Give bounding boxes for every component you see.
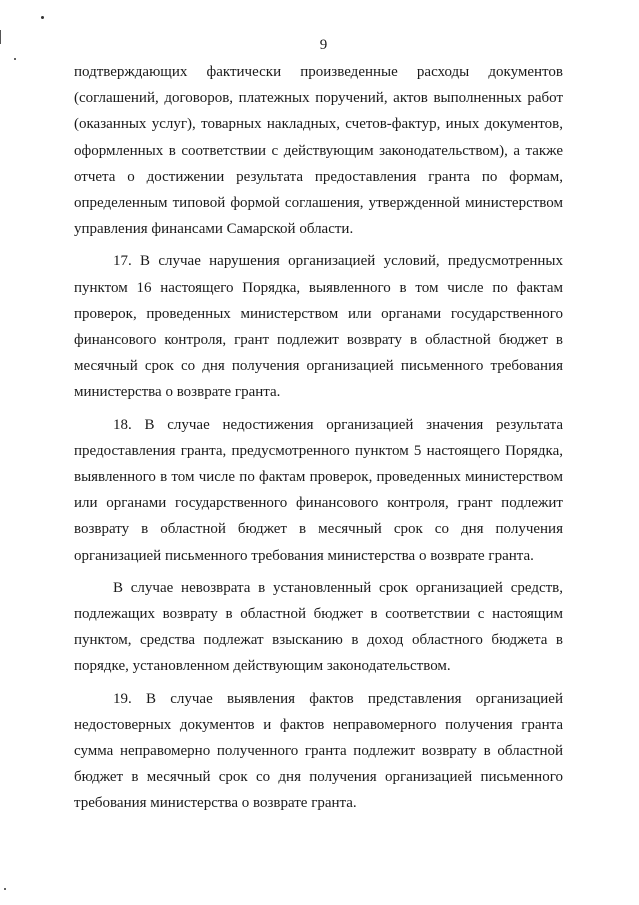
page-number: 9 — [319, 37, 328, 53]
paragraph-continuation: подтверждающих фактически произведенные расходы документов (соглашений, договоров, платежных поручений, актов выполненных работ (оказанных услуг), товарных накладных, счетов-фактур, иных документов, оформленных в соответствии с действующим законодательством), а также отчета о достижении результата предоставления гранта по формам, определенным типовой формой соглашения, утвержденной министерством управления финансами Самарской области. — [74, 64, 563, 238]
paragraph-item-18: 18. В случае недостижения организацией значения результата предоставления гранта, предусмотренного пунктом 5 настоящего Порядка, выявленного в том числе по фактам проверок, проведенных министерством или органами государственного финансового контроля, грант подлежит возврату в областной бюджет в месячный срок со дня получения организацией письменного требования министерства о возврате гранта. — [74, 416, 563, 564]
paragraph-item-19: 19. В случае выявления фактов представления организацией недостоверных документов и фактов неправомерного получения гранта сумма неправомерно полученного гранта подлежит возврату в областной бюджет в месячный срок со дня получения организацией письменного требования министерства о возврате гранта. — [74, 690, 563, 812]
scan-speck — [14, 58, 16, 60]
document-body — [74, 59, 563, 823]
scan-speck — [41, 16, 44, 19]
paragraph-item-18-part-2: В случае невозврата в установленный срок организацией средств, подлежащих возврату в областной бюджет в соответствии с настоящим пунктом, средства подлежат взысканию в доход областного бюджета в порядке, установленном действующим законодательством. — [74, 579, 563, 675]
scan-edge-mark — [0, 30, 1, 44]
scan-speck — [4, 888, 6, 890]
paragraph-item-17: 17. В случае нарушения организацией условий, предусмотренных пунктом 16 настоящего Порядка, выявленного в том числе по фактам проверок, проведенных министерством или органами государственного финансового контроля, грант подлежит возврату в областной бюджет в месячный срок со дня получения организацией письменного требования министерства о возврате гранта. — [74, 253, 563, 401]
